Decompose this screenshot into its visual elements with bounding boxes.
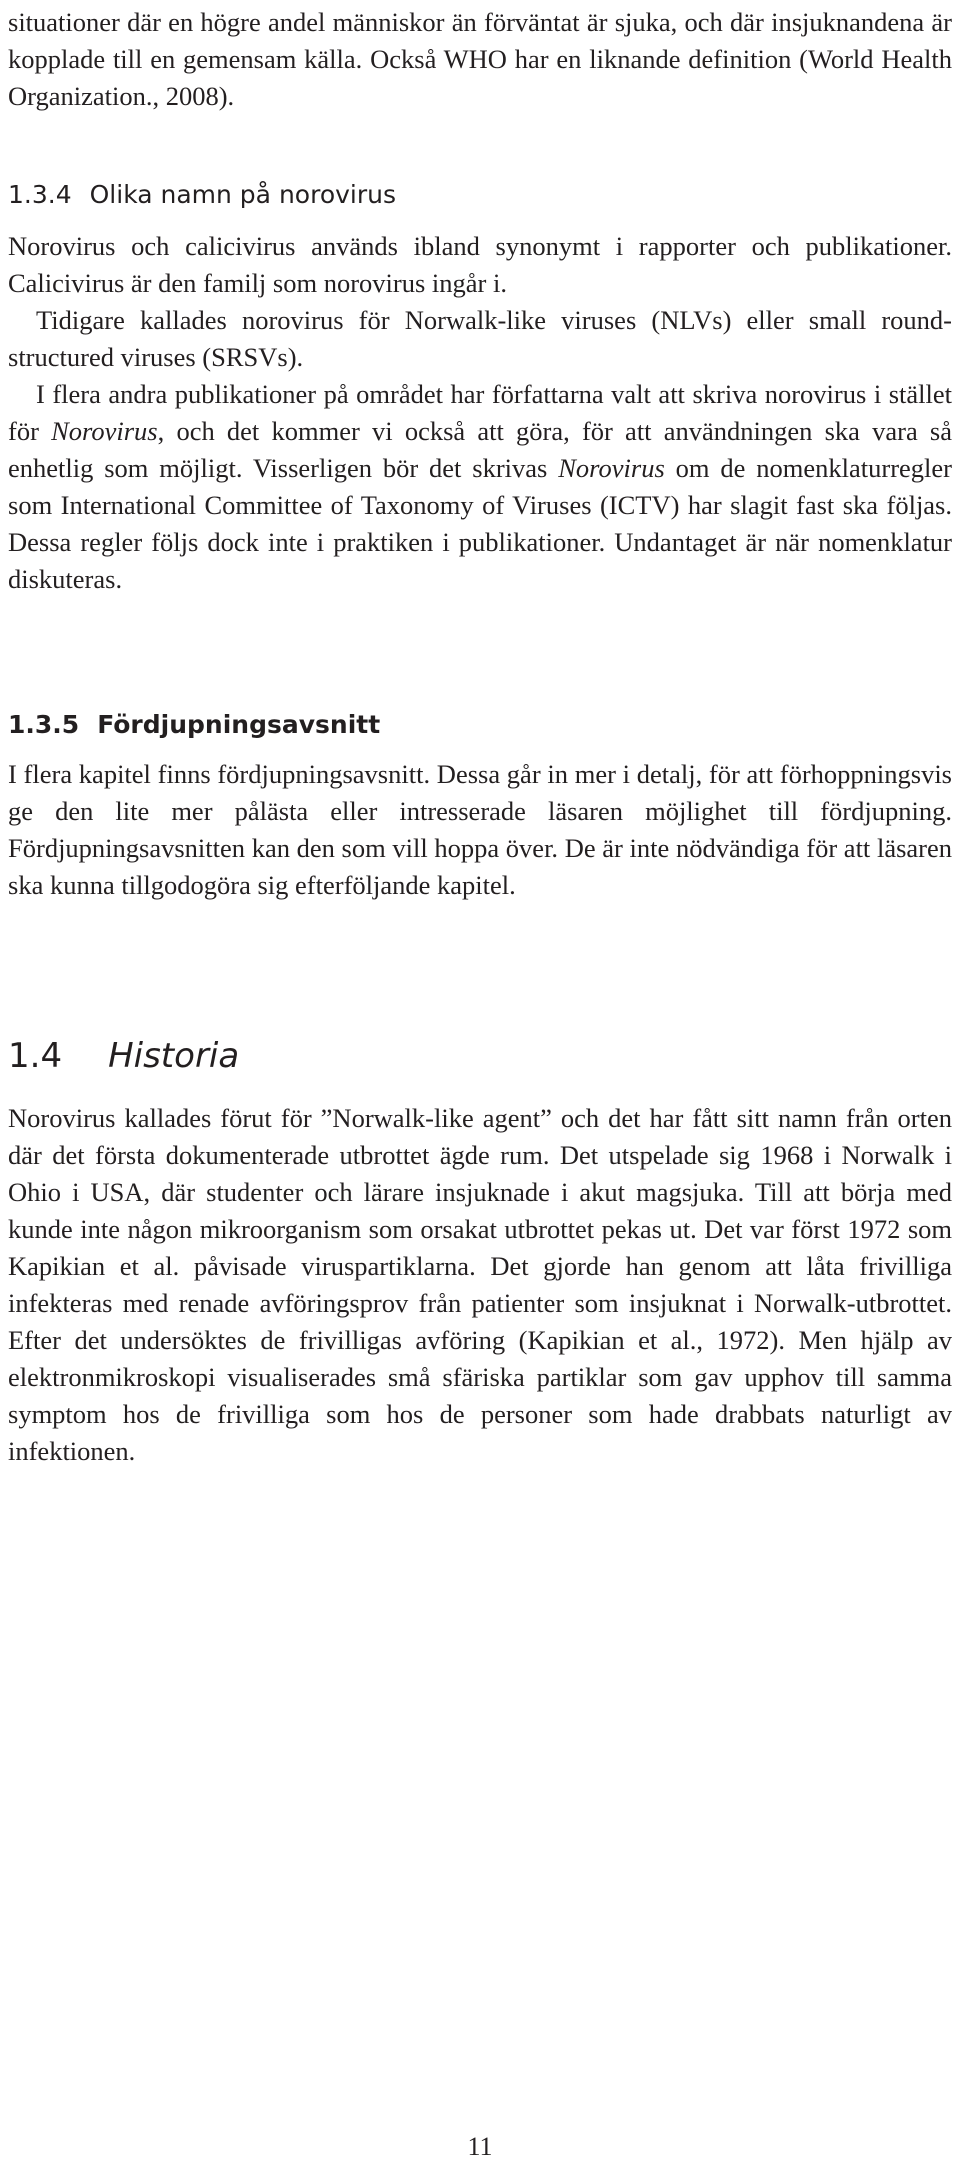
- text-run: om de nomenklaturregler som International Committee of Taxonomy of Viruses (ICTV) har slagit fast ska följas. Dessa regler följs dock inte i praktiken i publikationer. Undantaget är när nomenklatur diskuteras.: [8, 453, 952, 594]
- paragraph: [8, 376, 952, 598]
- section-title: Historia: [108, 1036, 240, 1076]
- section-title: Fördjupningsavsnitt: [97, 710, 381, 739]
- section-number: 1.3.4: [8, 180, 72, 209]
- paragraph: Tidigare kallades norovirus för Norwalk-like viruses (NLVs) eller small round-structured viruses (SRSVs).: [8, 305, 952, 372]
- paragraph: I flera kapitel finns fördjupningsavsnitt. Dessa går in mer i detalj, för att förhoppningsvis ge den lite mer pålästa eller intresserade läsaren möjlighet till fördjupning. Fördjupningsavsnitten kan den som vill hoppa över. De är inte nödvändiga för att läsaren ska kunna tillgodogöra sig efterföljande kapitel.: [8, 759, 952, 900]
- intro-paragraph: situationer där en högre andel människor än förväntat är sjuka, och där insjuknandena är kopplade till en gemensam källa. Också WHO har en liknande definition (World Health Organization., 2008).: [8, 7, 952, 111]
- page-number: 11: [467, 2132, 493, 2161]
- section-1-4-body: [8, 1100, 952, 1470]
- section-1-3-4-heading: [8, 180, 396, 210]
- paragraph: Norovirus kallades förut för ”Norwalk-like agent” och det har fått sitt namn från orten där det första dokumenterade utbrottet ägde rum. Det utspelade sig 1968 i Norwalk i Ohio i USA, där studenter och lärare insjuknade i akut magsjuka. Till att börja med kunde inte någon mikroorganism som orsakat utbrottet pekas ut. Det var först 1972 som Kapikian et al. påvisade viruspartiklarna. Det gjorde han genom att låta frivilliga infekteras med renade avföringsprov från patienter som insjuknat i Norwalk-utbrottet. Efter det undersöktes de frivilligas avföring (Kapikian et al., 1972). Men hjälp av elektronmikroskopi visualiserades små sfäriska partiklar som gav upphov till samma symptom hos de frivilliga som hos de personer som hade drabbats naturligt av infektionen.: [8, 1103, 952, 1466]
- section-number: 1.3.5: [8, 710, 80, 739]
- section-1-3-5-heading: [8, 710, 380, 740]
- paragraph: Norovirus och calicivirus används ibland synonymt i rapporter och publikationer. Calicivirus är den familj som norovirus ingår i.: [8, 231, 952, 298]
- section-1-3-4-body: [8, 228, 952, 598]
- section-number: 1.4: [8, 1036, 63, 1076]
- intro-block: [8, 4, 952, 115]
- italic-term: Norovirus: [51, 416, 158, 446]
- section-1-3-5-body: [8, 756, 952, 904]
- section-title: Olika namn på norovirus: [89, 180, 396, 209]
- section-1-4-heading: [8, 1036, 239, 1076]
- italic-term: Norovirus: [558, 453, 665, 483]
- text-run: I flera andra publikationer på området har författarna valt att skriva norovirus i stället för: [8, 379, 952, 446]
- text-run: , och det kommer vi också att göra, för att användningen ska vara så enhetlig som möjligt. Visserligen bör det skrivas: [8, 416, 952, 483]
